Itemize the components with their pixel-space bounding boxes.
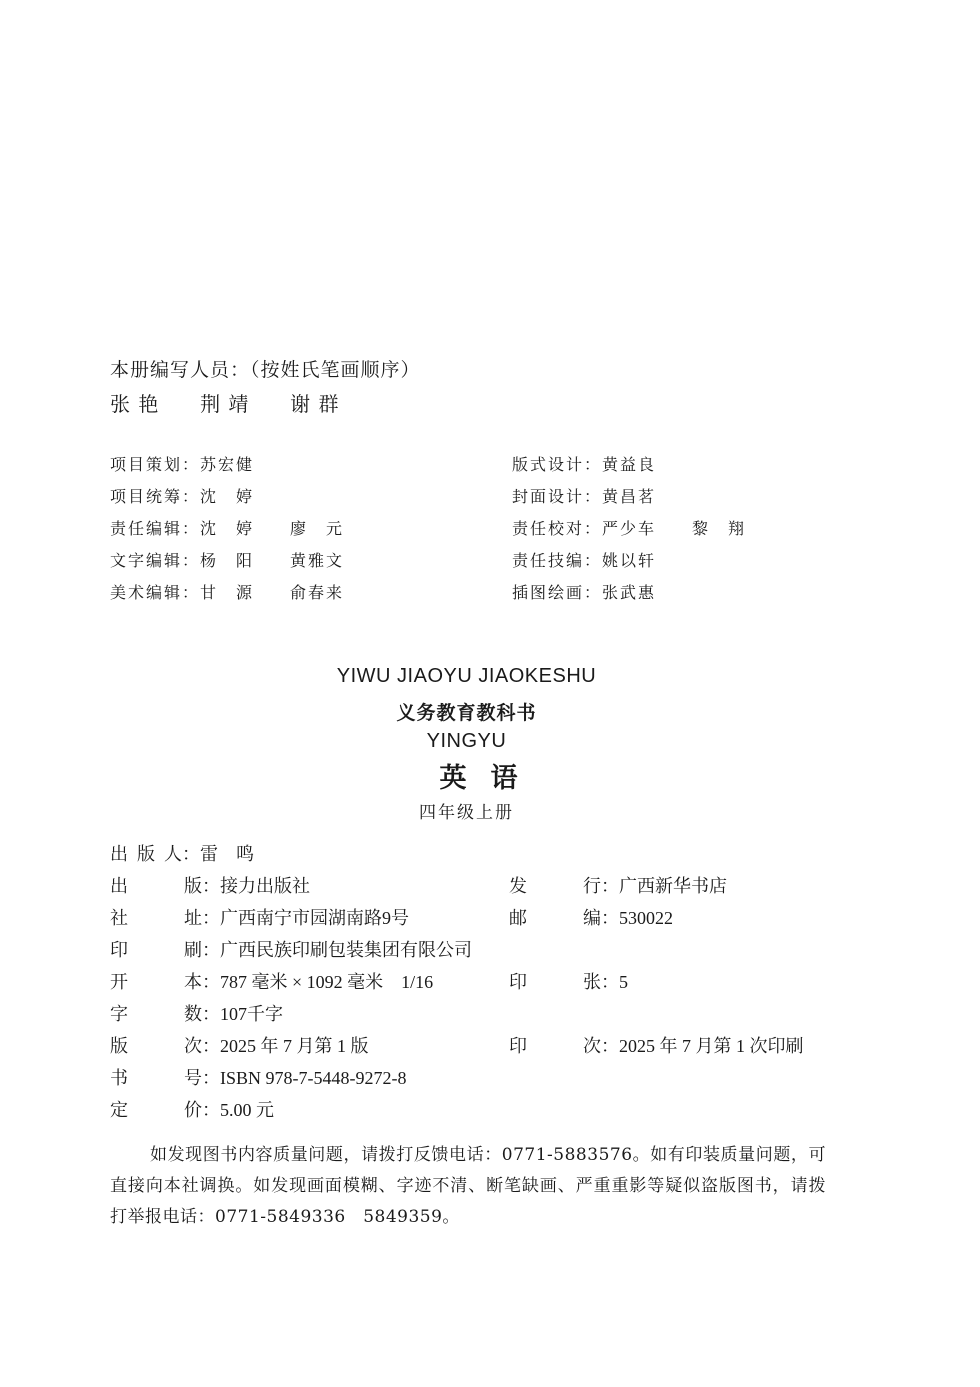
pub-colon: ： — [202, 908, 220, 929]
pub-label: 印张 — [509, 972, 601, 993]
pub-item — [509, 904, 673, 930]
pub-value: 雷 鸣 — [200, 844, 254, 864]
credit-value: 甘 源 俞春来 — [200, 583, 345, 602]
credit-item — [512, 484, 656, 507]
credit-value: 张武惠 — [602, 583, 657, 602]
credit-value: 苏宏健 — [200, 455, 255, 474]
credit-value: 黄益良 — [602, 455, 657, 474]
pub-label: 邮编 — [509, 908, 601, 929]
credit-value: 姚以轩 — [602, 551, 657, 570]
credit-label: 责任编辑： — [110, 519, 201, 538]
credit-label: 文字编辑： — [110, 551, 201, 570]
pub-label: 出版人 — [110, 844, 182, 865]
subject-pinyin: YINGYU — [426, 730, 507, 752]
credit-item — [512, 516, 746, 539]
pub-colon: ： — [202, 876, 220, 897]
pub-value: 广西新华书店 — [619, 876, 727, 896]
pub-label: 定价 — [110, 1100, 202, 1121]
pub-item — [509, 1032, 804, 1058]
pub-value: 107千字 — [220, 1004, 283, 1024]
pub-value: 广西民族印刷包装集团有限公司 — [220, 940, 472, 960]
credit-item — [110, 516, 344, 539]
series-pinyin: YIWU JIAOYU JIAOKESHU — [336, 665, 597, 687]
pub-colon: ： — [202, 1068, 220, 1089]
credit-label: 项目策划： — [110, 455, 201, 474]
grade-label: 四年级上册 — [419, 803, 514, 823]
credit-item — [512, 580, 656, 603]
pub-item — [110, 1000, 283, 1026]
author-name: 张 艳 — [110, 392, 160, 416]
pub-value: 广西南宁市园湖南路9号 — [220, 908, 409, 928]
pub-label: 开本 — [110, 972, 202, 993]
pub-colon: ： — [202, 1100, 220, 1121]
pub-label: 社址 — [110, 908, 202, 929]
pub-label: 发行 — [509, 876, 601, 897]
pub-colon: ： — [182, 844, 200, 865]
pub-label: 版次 — [110, 1036, 202, 1057]
credit-value: 严少车 黎 翔 — [602, 519, 747, 538]
pub-item — [509, 968, 628, 994]
credit-label: 责任校对： — [512, 519, 603, 538]
author-name: 荆 靖 — [200, 392, 250, 416]
credit-item — [110, 548, 344, 571]
pub-label: 书号 — [110, 1068, 202, 1089]
credit-item — [110, 452, 254, 475]
pub-label: 出版 — [110, 876, 202, 897]
pub-item-publisher-person — [110, 840, 254, 866]
author-name: 谢 群 — [290, 392, 340, 416]
series-title: 义务教育教科书 — [396, 702, 537, 724]
credit-value: 沈 婷 — [200, 487, 255, 506]
credit-value: 沈 婷 廖 元 — [200, 519, 345, 538]
pub-colon: ： — [202, 1004, 220, 1025]
authors-names — [110, 388, 340, 417]
credit-label: 项目统筹： — [110, 487, 201, 506]
pub-colon: ： — [202, 1036, 220, 1057]
pub-item — [110, 936, 472, 962]
pub-item — [110, 1096, 274, 1122]
pub-colon: ： — [202, 972, 220, 993]
pub-label: 印次 — [509, 1036, 601, 1057]
pub-value: 787 毫米 × 1092 毫米 1/16 — [220, 972, 434, 992]
pub-item — [110, 1032, 369, 1058]
credit-label: 美术编辑： — [110, 583, 201, 602]
credit-item — [512, 452, 656, 475]
credit-label: 插图绘画： — [512, 583, 603, 602]
subject-title: 英语 — [439, 763, 542, 794]
credit-label: 版式设计： — [512, 455, 603, 474]
pub-item — [509, 872, 727, 898]
pub-item — [110, 872, 310, 898]
authors-heading: 本册编写人员：（按姓氏笔画顺序） — [110, 359, 421, 381]
pub-value: 2025 年 7 月第 1 版 — [220, 1036, 369, 1056]
pub-value: ISBN 978-7-5448-9272-8 — [220, 1068, 407, 1088]
credit-label: 封面设计： — [512, 487, 603, 506]
pub-colon: ： — [601, 972, 619, 993]
pub-label: 印刷 — [110, 940, 202, 961]
pub-colon: ： — [601, 876, 619, 897]
pub-item — [110, 1064, 407, 1090]
pub-label: 字数 — [110, 1004, 202, 1025]
pub-value: 2025 年 7 月第 1 次印刷 — [619, 1036, 804, 1056]
pub-value: 5 — [619, 972, 628, 992]
pub-value: 接力出版社 — [220, 876, 310, 896]
credit-item — [110, 484, 254, 507]
pub-item — [110, 904, 409, 930]
credit-item — [512, 548, 656, 571]
pub-value: 530022 — [619, 908, 673, 928]
quality-notice: 如发现图书内容质量问题，请拨打反馈电话：0771-5883576。如有印装质量问题，可直接向本社调换。如发现画面模糊、字迹不清、断笔缺画、严重重影等疑似盗版图书，请拨打举报电话：0771-5849336 5849359。 — [110, 1145, 826, 1227]
credit-item — [110, 580, 344, 603]
pub-item — [110, 968, 433, 994]
pub-colon: ： — [202, 940, 220, 961]
credit-label: 责任技编： — [512, 551, 603, 570]
pub-value: 5.00 元 — [220, 1100, 274, 1120]
credit-value: 杨 阳 黄雅文 — [200, 551, 345, 570]
pub-colon: ： — [601, 908, 619, 929]
pub-colon: ： — [601, 1036, 619, 1057]
credit-value: 黄昌茗 — [602, 487, 657, 506]
